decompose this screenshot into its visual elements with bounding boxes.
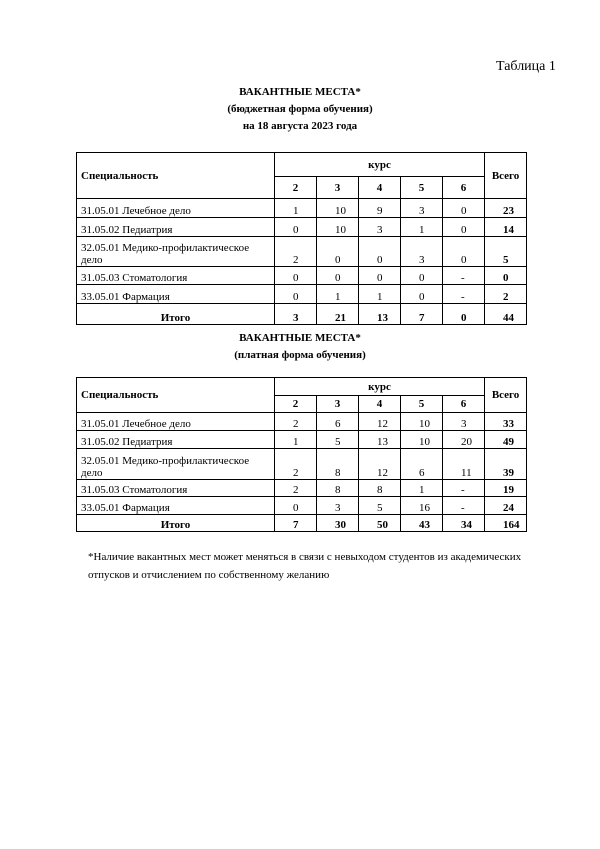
value-cell: -	[443, 497, 485, 515]
table2-subtitle-line: (платная форма обучения)	[234, 349, 366, 361]
table1-title-line: ВАКАНТНЫЕ МЕСТА*	[239, 86, 361, 98]
summary-label: Итого	[77, 304, 275, 325]
table2-vacancies	[76, 377, 527, 532]
summary-label: Итого	[77, 515, 275, 532]
value-cell: 0	[275, 267, 317, 285]
value-cell: 0	[275, 285, 317, 304]
value-cell: 6	[401, 449, 443, 480]
row-total-cell: 0	[485, 267, 527, 285]
table2-title	[0, 330, 600, 364]
table-row	[77, 413, 527, 431]
table-row	[77, 199, 527, 218]
table-row	[77, 497, 527, 515]
course-header: курс	[275, 378, 485, 396]
summary-cell: 7	[401, 304, 443, 325]
value-cell: 6	[317, 413, 359, 431]
value-cell: 5	[317, 431, 359, 449]
value-cell: 10	[317, 199, 359, 218]
value-cell: 1	[317, 285, 359, 304]
value-cell: 9	[359, 199, 401, 218]
value-cell: 12	[359, 413, 401, 431]
value-cell: -	[443, 285, 485, 304]
row-total-cell: 23	[485, 199, 527, 218]
specialty-cell: 31.05.03 Стоматология	[77, 267, 275, 285]
summary-total-cell: 164	[485, 515, 527, 532]
value-cell: 2	[275, 480, 317, 497]
specialty-cell: 32.05.01 Медико-профилактическое дело	[77, 449, 275, 480]
specialty-cell: 32.05.01 Медико-профилактическое дело	[77, 237, 275, 267]
year-header: 5	[401, 177, 443, 199]
table-number: Таблица 1	[496, 59, 556, 74]
specialty-cell: 31.05.02 Педиатрия	[77, 431, 275, 449]
table1-vacancies	[76, 152, 527, 325]
summary-row	[77, 515, 527, 532]
value-cell: 3	[401, 237, 443, 267]
year-header: 3	[317, 396, 359, 413]
value-cell: 0	[443, 199, 485, 218]
course-header: курс	[275, 153, 485, 177]
year-header: 5	[401, 396, 443, 413]
specialty-cell: 31.05.01 Лечебное дело	[77, 413, 275, 431]
summary-cell: 50	[359, 515, 401, 532]
value-cell: 0	[275, 497, 317, 515]
footnote: *Наличие вакантных мест может меняться в связи с невыходом студентов из академических отпусков и отчислением по собственному желанию	[88, 551, 522, 581]
value-cell: 10	[401, 431, 443, 449]
table-row	[77, 285, 527, 304]
value-cell: 8	[359, 480, 401, 497]
value-cell: 0	[401, 267, 443, 285]
row-total-cell: 19	[485, 480, 527, 497]
value-cell: 0	[443, 218, 485, 237]
value-cell: 1	[275, 431, 317, 449]
value-cell: 3	[359, 218, 401, 237]
specialty-cell: 33.05.01 Фармация	[77, 285, 275, 304]
specialty-cell: 31.05.02 Педиатрия	[77, 218, 275, 237]
total-header: Всего	[485, 378, 527, 413]
value-cell: 1	[401, 218, 443, 237]
value-cell: 3	[317, 497, 359, 515]
row-total-cell: 24	[485, 497, 527, 515]
year-header: 4	[359, 396, 401, 413]
summary-cell: 0	[443, 304, 485, 325]
value-cell: 8	[317, 449, 359, 480]
total-header: Всего	[485, 153, 527, 199]
value-cell: 13	[359, 431, 401, 449]
value-cell: 1	[359, 285, 401, 304]
value-cell: 0	[275, 218, 317, 237]
year-header: 4	[359, 177, 401, 199]
table1-subtitle-line: (бюджетная форма обучения)	[227, 103, 373, 115]
value-cell: 10	[317, 218, 359, 237]
year-header: 6	[443, 177, 485, 199]
year-header: 2	[275, 177, 317, 199]
value-cell: 8	[317, 480, 359, 497]
value-cell: 3	[401, 199, 443, 218]
table-row	[77, 480, 527, 497]
summary-cell: 30	[317, 515, 359, 532]
value-cell: 2	[275, 449, 317, 480]
summary-row	[77, 304, 527, 325]
value-cell: -	[443, 480, 485, 497]
value-cell: 0	[359, 237, 401, 267]
table2-title-line: ВАКАНТНЫЕ МЕСТА*	[239, 332, 361, 344]
specialty-cell: 31.05.03 Стоматология	[77, 480, 275, 497]
year-header: 6	[443, 396, 485, 413]
table-row	[77, 237, 527, 267]
year-header: 3	[317, 177, 359, 199]
value-cell: 0	[317, 267, 359, 285]
table-row	[77, 449, 527, 480]
specialty-cell: 31.05.01 Лечебное дело	[77, 199, 275, 218]
table1-date-line: на 18 августа 2023 года	[242, 120, 358, 132]
value-cell: 20	[443, 431, 485, 449]
value-cell: 0	[401, 285, 443, 304]
value-cell: 0	[443, 237, 485, 267]
specialty-header: Специальность	[77, 153, 275, 199]
summary-cell: 3	[275, 304, 317, 325]
value-cell: 12	[359, 449, 401, 480]
row-total-cell: 14	[485, 218, 527, 237]
value-cell: 11	[443, 449, 485, 480]
value-cell: 16	[401, 497, 443, 515]
summary-total-cell: 44	[485, 304, 527, 325]
value-cell: 2	[275, 413, 317, 431]
table-row	[77, 431, 527, 449]
value-cell: 5	[359, 497, 401, 515]
value-cell: -	[443, 267, 485, 285]
value-cell: 0	[359, 267, 401, 285]
specialty-header: Специальность	[77, 378, 275, 413]
row-total-cell: 33	[485, 413, 527, 431]
summary-cell: 13	[359, 304, 401, 325]
summary-cell: 34	[443, 515, 485, 532]
value-cell: 3	[443, 413, 485, 431]
summary-cell: 21	[317, 304, 359, 325]
row-total-cell: 5	[485, 237, 527, 267]
specialty-cell: 33.05.01 Фармация	[77, 497, 275, 515]
table-row	[77, 267, 527, 285]
table1-title	[0, 84, 600, 135]
value-cell: 0	[317, 237, 359, 267]
value-cell: 1	[275, 199, 317, 218]
row-total-cell: 39	[485, 449, 527, 480]
row-total-cell: 2	[485, 285, 527, 304]
value-cell: 1	[401, 480, 443, 497]
year-header: 2	[275, 396, 317, 413]
row-total-cell: 49	[485, 431, 527, 449]
summary-cell: 43	[401, 515, 443, 532]
value-cell: 10	[401, 413, 443, 431]
summary-cell: 7	[275, 515, 317, 532]
value-cell: 2	[275, 237, 317, 267]
table-row	[77, 218, 527, 237]
